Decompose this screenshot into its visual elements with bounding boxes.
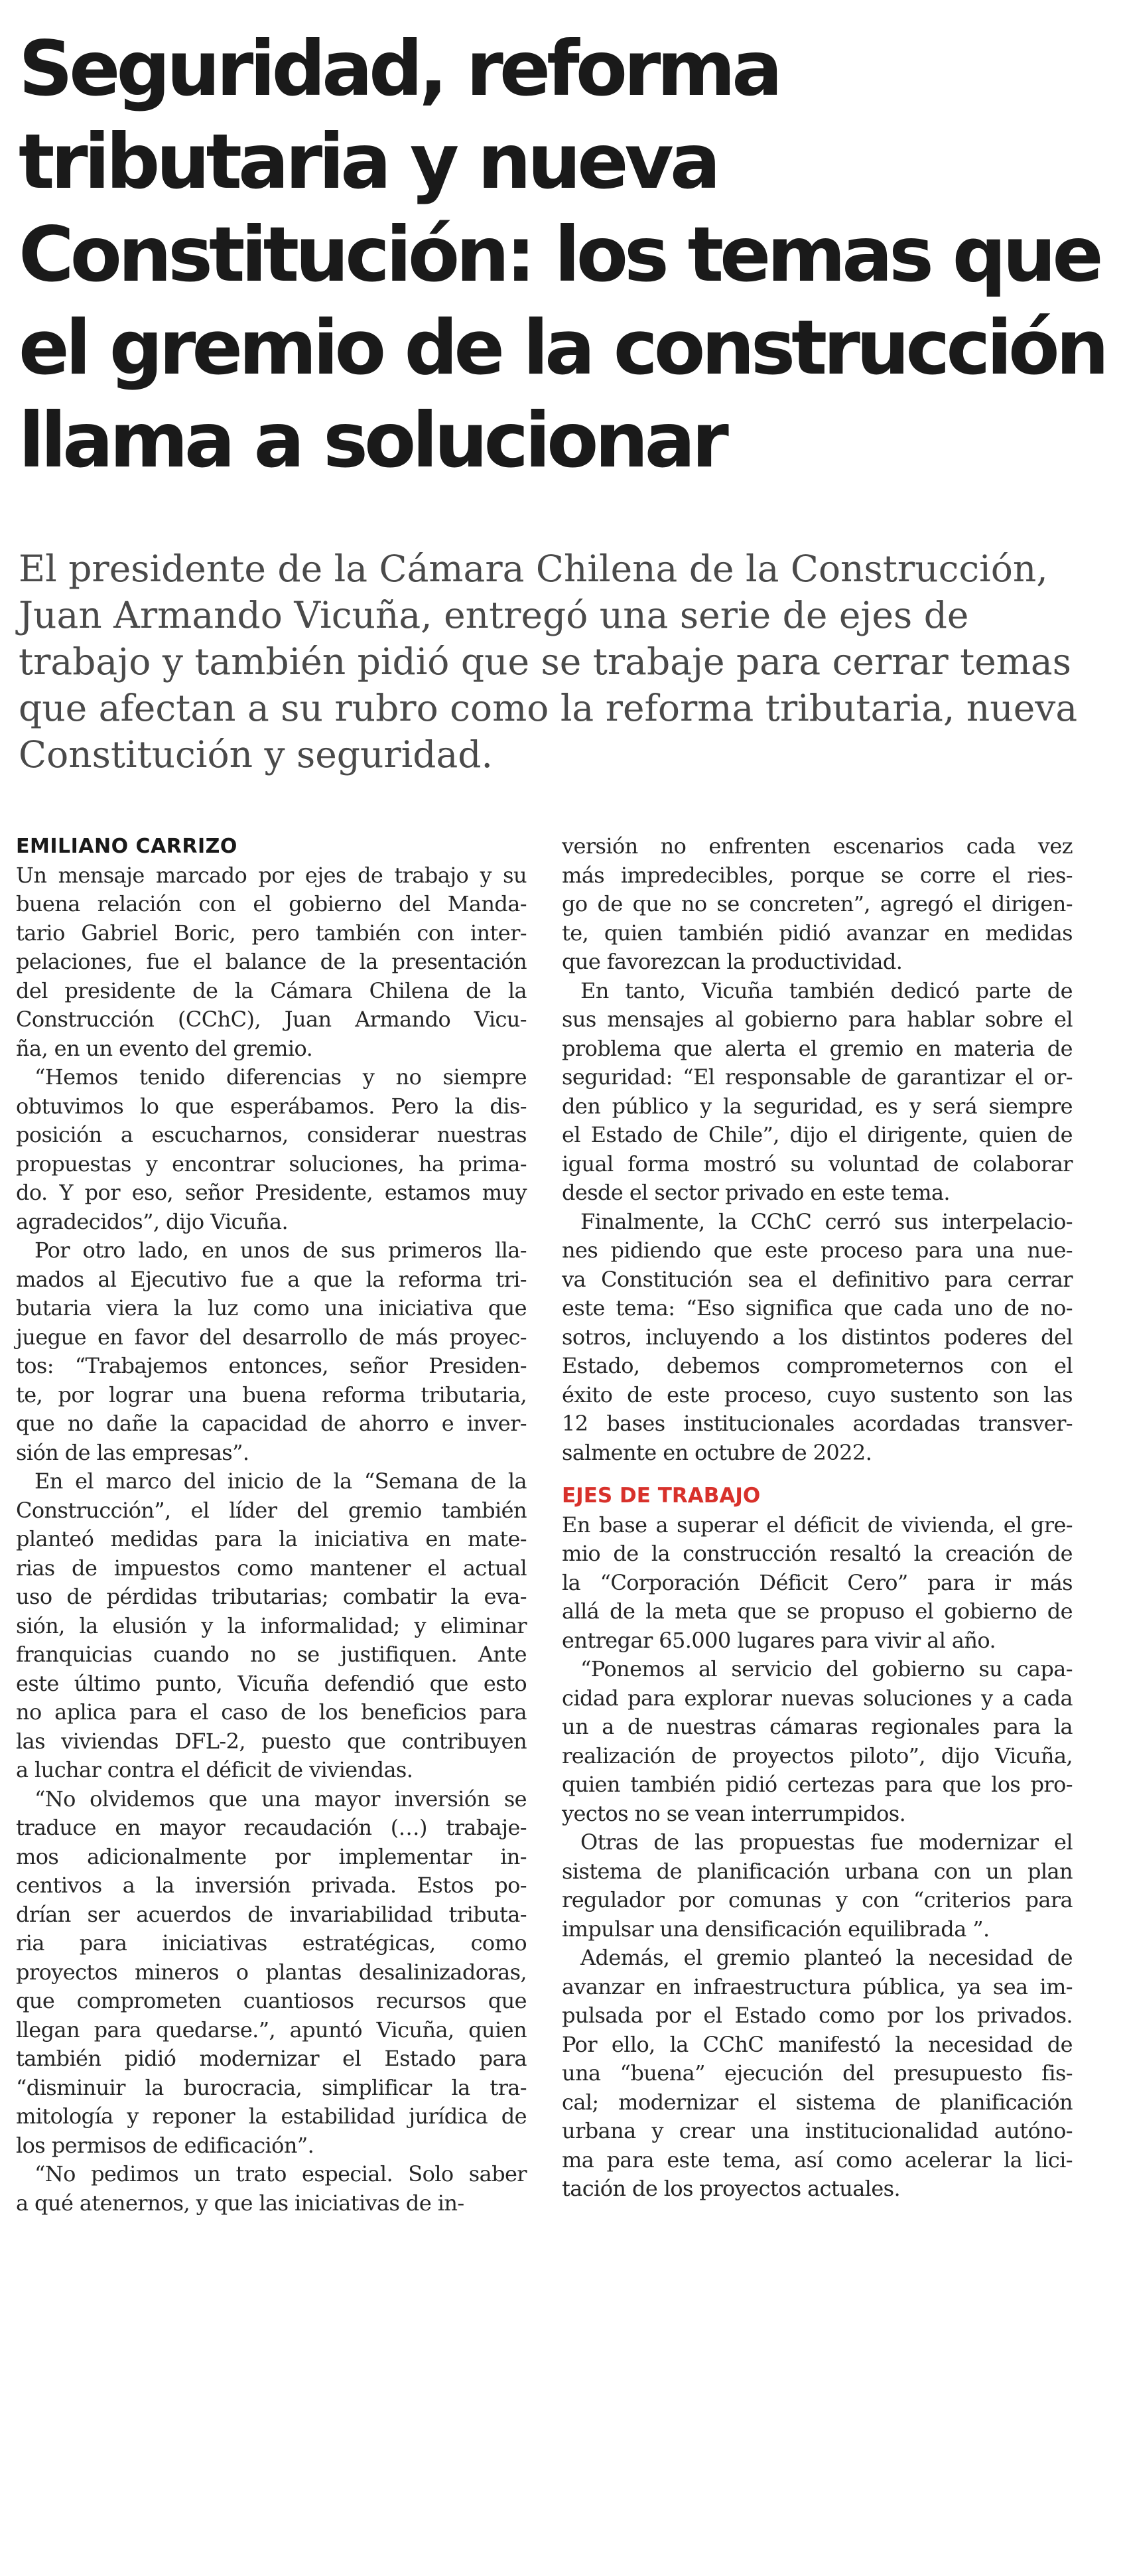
body-text-line: te, quien también pidió avanzar en medidas	[562, 920, 1073, 946]
body-text-line: buena relación con el gobierno del Manda-	[16, 891, 527, 916]
body-text-line: éxito de este proceso, cuyo sustento son las	[562, 1382, 1073, 1407]
body-text-line: sotros, incluyendo a los distintos poderes del	[562, 1324, 1073, 1350]
body-text-line: obtuvimos lo que esperábamos. Pero la dis-	[16, 1093, 527, 1119]
body-text-line: sión, la elusión y la informalidad; y eliminar	[16, 1612, 527, 1638]
body-text-line: quien también pidió certezas para que los pro-	[562, 1772, 1073, 1797]
body-text-line: salmente en octubre de 2022.	[562, 1439, 872, 1465]
body-text-line: mados al Ejecutivo fue a que la reforma tri-	[16, 1266, 527, 1292]
body-text-line: allá de la meta que se propuso el gobierno de	[562, 1599, 1073, 1624]
body-text-line: sistema de planificación urbana con un plan	[562, 1858, 1073, 1884]
lead-line: que afectan a su rubro como la reforma tributaria, nueva	[19, 687, 1078, 729]
body-text-line: go de que no se concreten”, agregó el dirigen-	[562, 891, 1073, 916]
body-text-line: den público y la seguridad, es y será siempre	[562, 1093, 1073, 1119]
body-text-line: Construcción (CChC), Juan Armando Vicu-	[16, 1007, 527, 1032]
body-text-line: “Hemos tenido diferencias y no siempre	[34, 1064, 527, 1090]
body-text-line: que comprometen cuantiosos recursos que	[16, 1988, 527, 2013]
body-text-line: no aplica para el caso de los beneficios para	[16, 1699, 527, 1725]
body-text-line: mio de la construcción resaltó la creación de	[562, 1541, 1073, 1566]
lead-line: El presidente de la Cámara Chilena de la Construcción,	[19, 547, 1048, 590]
headline-line: el gremio de la construcción	[19, 304, 1106, 392]
body-text-line: tario Gabriel Boric, pero también con inter-	[16, 920, 527, 946]
body-text-line: llegan para quedarse.”, apuntó Vicuña, quien	[16, 2017, 527, 2042]
body-text-line: franquicias cuando no se justifiquen. Ante	[16, 1642, 527, 1667]
body-text-line: avanzar en infraestructura pública, ya sea im-	[562, 1973, 1073, 1999]
left-column	[16, 832, 527, 2218]
body-text-line: una “buena” ejecución del presupuesto fis-	[562, 2060, 1073, 2086]
headline-line: llama a solucionar	[19, 396, 725, 484]
body-text-line: En el marco del inicio de la “Semana de la	[34, 1468, 527, 1494]
body-text-line: En base a superar el déficit de vivienda, el gre-	[562, 1512, 1073, 1538]
body-text-line: te, por lograr una buena reforma tributaria,	[16, 1382, 527, 1407]
body-text-line: realización de proyectos piloto”, dijo Vicuña,	[562, 1743, 1073, 1768]
body-text-line: Por otro lado, en unos de sus primeros lla-	[34, 1238, 527, 1263]
body-text-line: entregar 65.000 lugares para vivir al año.	[562, 1627, 996, 1653]
body-text-line: juegue en favor del desarrollo de más proyec-	[16, 1324, 527, 1350]
byline: EMILIANO CARRIZO	[16, 835, 237, 858]
body-text-line: sión de las empresas”.	[16, 1439, 249, 1465]
body-text-line: do. Y por eso, señor Presidente, estamos muy	[16, 1180, 527, 1205]
body-text-line: pulsada por el Estado como por los privados.	[562, 2003, 1073, 2028]
body-text-line: este tema: “Eso significa que cada uno de no-	[562, 1295, 1073, 1321]
body-text-line: butaria viera la luz como una iniciativa que	[16, 1295, 527, 1321]
body-text-line: ria para iniciativas estratégicas, como	[16, 1930, 527, 1956]
body-text-line: yectos no se vean interrumpidos.	[562, 1800, 906, 1826]
body-text-line: Por ello, la CChC manifestó la necesidad de	[562, 2031, 1073, 2057]
headline-line: Seguridad, reforma	[19, 25, 779, 113]
body-text-line: impulsar una densificación equilibrada ”.	[562, 1916, 990, 1942]
article-headline	[19, 23, 1106, 487]
body-text-line: planteó medidas para la iniciativa en mate-	[16, 1526, 527, 1551]
headline-line: tributaria y nueva	[19, 117, 717, 206]
body-text-line: nes pidiendo que este proceso para una nue-	[562, 1238, 1073, 1263]
body-text-line: pelaciones, fue el balance de la presentación	[16, 949, 527, 974]
body-text-line: proyectos mineros o plantas desalinizadoras,	[16, 1959, 527, 1985]
body-text-line: Finalmente, la CChC cerró sus interpelacio-	[580, 1208, 1073, 1234]
body-text-line: En tanto, Vicuña también dedicó parte de	[580, 977, 1073, 1003]
body-text-line: centivos a la inversión privada. Estos po-	[16, 1873, 527, 1898]
right-column	[562, 832, 1073, 2204]
body-text-line: uso de pérdidas tributarias; combatir la eva-	[16, 1584, 527, 1609]
body-text-line: urbana y crear una institucionalidad autóno-	[562, 2118, 1073, 2143]
body-text-line: va Constitución sea el definitivo para cerrar	[562, 1266, 1073, 1292]
body-text-line: seguridad: “El responsable de garantizar el or-	[562, 1064, 1073, 1090]
body-text-line: 12 bases institucionales acordadas transver-	[562, 1411, 1073, 1436]
body-text-line: este último punto, Vicuña defendió que esto	[16, 1670, 527, 1696]
body-text-line: que favorezcan la productividad.	[562, 949, 903, 974]
body-text-line: “No pedimos un trato especial. Solo saber	[34, 2161, 527, 2186]
body-text-line: Otras de las propuestas fue modernizar el	[580, 1829, 1073, 1855]
body-text-line: los permisos de edificación”.	[16, 2132, 314, 2158]
body-text-line: “No olvidemos que una mayor inversión se	[34, 1786, 527, 1812]
body-text-line: un a de nuestras cámaras regionales para la	[562, 1714, 1073, 1739]
body-text-line: problema que alerta el gremio en materia de	[562, 1035, 1073, 1061]
body-text-line: Un mensaje marcado por ejes de trabajo y su	[16, 862, 527, 888]
body-text-line: Construcción”, el líder del gremio también	[16, 1497, 527, 1523]
body-text-line: agradecidos”, dijo Vicuña.	[16, 1208, 289, 1234]
body-text-line: ña, en un evento del gremio.	[16, 1035, 313, 1061]
lead-line: Juan Armando Vicuña, entregó una serie de ejes de	[19, 594, 969, 636]
body-text-line: más impredecibles, porque se corre el ries-	[562, 862, 1073, 888]
body-text-line: también pidió modernizar el Estado para	[16, 2046, 527, 2071]
body-text-line: traduce en mayor recaudación (…) trabaje-	[16, 1815, 527, 1840]
body-text-line: tos: “Trabajemos entonces, señor Presiden-	[16, 1353, 527, 1378]
body-text-line: sus mensajes al gobierno para hablar sobre el	[562, 1007, 1073, 1032]
body-text-line: versión no enfrenten escenarios cada vez	[562, 833, 1073, 859]
lead-line: Constitución y seguridad.	[19, 733, 493, 776]
body-text-line: cidad para explorar nuevas soluciones y a cada	[562, 1685, 1073, 1711]
body-text-line: del presidente de la Cámara Chilena de la	[16, 977, 527, 1003]
article-lead	[19, 545, 1093, 778]
body-text-line: regulador por comunas y con “criterios para	[562, 1887, 1073, 1912]
body-text-line: ma para este tema, así como acelerar la lici-	[562, 2147, 1073, 2173]
body-text-line: que no dañe la capacidad de ahorro e inver-	[16, 1411, 527, 1436]
body-text-line: tación de los proyectos actuales.	[562, 2176, 901, 2201]
body-text-line: mos adicionalmente por implementar in-	[16, 1843, 527, 1869]
body-text-line: “Ponemos al servicio del gobierno su capa-	[580, 1656, 1073, 1682]
body-text-line: a luchar contra el déficit de viviendas.	[16, 1757, 413, 1782]
section-subhead: EJES DE TRABAJO	[562, 1484, 761, 1508]
body-text-line: las viviendas DFL-2, puesto que contribuyen	[16, 1728, 527, 1754]
body-text-line: propuestas y encontrar soluciones, ha prima-	[16, 1151, 527, 1177]
body-text-line: desde el sector privado en este tema.	[562, 1180, 950, 1205]
body-text-line: mitología y reponer la estabilidad jurídica de	[16, 2104, 527, 2129]
body-text-line: drían ser acuerdos de invariabilidad tributa-	[16, 1901, 527, 1927]
body-text-line: a qué atenernos, y que las iniciativas de in-	[16, 2190, 464, 2216]
body-text-line: posición a escucharnos, considerar nuestras	[16, 1122, 527, 1147]
body-text-line: rias de impuestos como mantener el actual	[16, 1555, 527, 1581]
body-text-line: “disminuir la burocracia, simplificar la tra-	[16, 2074, 527, 2100]
body-text-line: el Estado de Chile”, dijo el dirigente, quien de	[562, 1122, 1073, 1147]
body-text-line: cal; modernizar el sistema de planificación	[562, 2089, 1073, 2115]
body-text-line: igual forma mostró su voluntad de colaborar	[562, 1151, 1073, 1177]
body-text-line: Además, el gremio planteó la necesidad de	[580, 1945, 1073, 1970]
headline-line: Constitución: los temas que	[19, 210, 1100, 299]
body-text-line: la “Corporación Déficit Cero” para ir más	[562, 1569, 1073, 1595]
body-text-line: Estado, debemos comprometernos con el	[562, 1353, 1073, 1378]
lead-line: trabajo y también pidió que se trabaje para cerrar temas	[19, 640, 1071, 683]
